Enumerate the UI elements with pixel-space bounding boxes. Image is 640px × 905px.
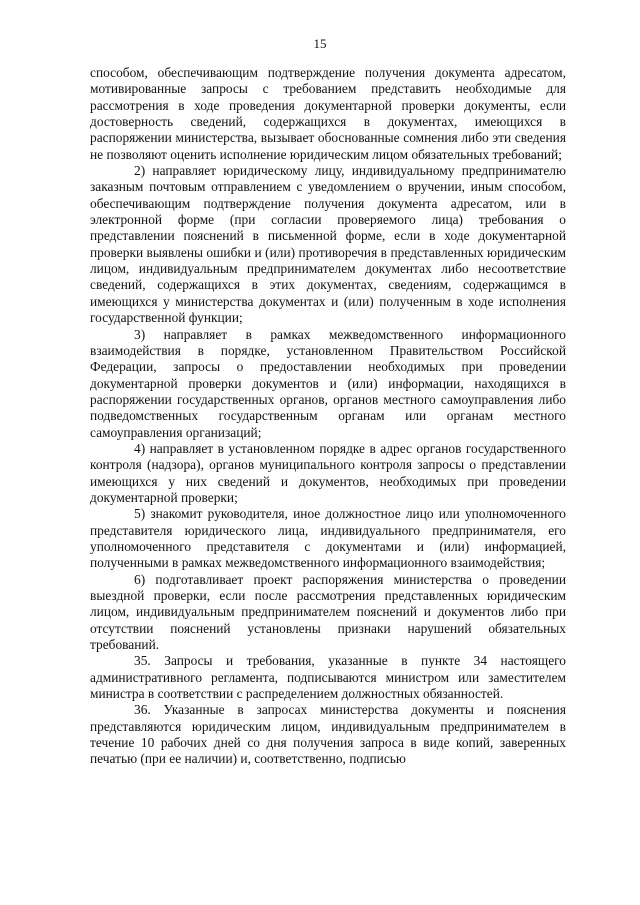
paragraph-item-3: 3) направляет в рамках межведомственного информационного взаимодействия в порядке, установленном Правительством Российской Федерации, запросы о предоставлении необходимых при проведении документарной проверки документов и (или) информации, находящихся в распоряжении государственных органов, органов местного самоуправления либо подведомственных государственным органам или органам местного самоуправления организаций; xyxy=(90,326,566,440)
paragraph-clause-35: 35. Запросы и требования, указанные в пункте 34 настоящего административного регламента, подписываются министром или заместителем министра в соответствии с распределением должностных обязанностей. xyxy=(90,653,566,702)
paragraph-clause-36: 36. Указанные в запросах министерства документы и пояснения представляются юридическим лицом, индивидуальным предпринимателем в течение 10 рабочих дней со дня получения запроса в виде копий, заверенных печатью (при ее наличии) и, соответственно, подписью xyxy=(90,702,566,767)
paragraph-continuation: способом, обеспечивающим подтверждение получения документа адресатом, мотивированные запросы с требованием представить необходимые для рассмотрения в ходе проведения документарной проверки документы, если достоверность сведений, содержащихся в документах, имеющихся в распоряжении министерства, вызывает обоснованные сомнения либо эти сведения не позволяют оценить исполнение юридическим лицом обязательных требований; xyxy=(90,65,566,162)
paragraph-item-6: 6) подготавливает проект распоряжения министерства о проведении выездной проверки, если после рассмотрения представленных юридическим лицом, индивидуальным предпринимателем пояснений и документов либо при отсутствии пояснений установлены признаки нарушений обязательных требований. xyxy=(90,571,566,653)
paragraph-item-4: 4) направляет в установленном порядке в адрес органов государственного контроля (надзора), органов муниципального контроля запросы о представлении имеющихся у них сведений и документов, необходимых при проведении документарной проверки; xyxy=(90,440,566,505)
document-body xyxy=(90,65,566,768)
page-number: 15 xyxy=(313,36,327,51)
paragraph-item-5: 5) знакомит руководителя, иное должностное лицо или уполномоченного представителя юридического лица, индивидуального предпринимателя, его уполномоченного представителя с документами и (или) информацией, полученными в рамках межведомственного информационного взаимодействия; xyxy=(90,506,566,571)
paragraph-item-2: 2) направляет юридическому лицу, индивидуальному предпринимателю заказным почтовым отправлением с уведомлением о вручении, иным способом, обеспечивающим подтверждение получения документа адресатом, или в электронной форме (при согласии проверяемого лица) требования о представлении пояснений в письменной форме, если в ходе документарной проверки выявлены ошибки и (или) противоречия в представленных юридическим лицом, индивидуальным предпринимателем документах либо несоответствие сведений, содержащихся в этих документах, сведениям, содержащимся в имеющихся у министерства документах и (или) полученным в ходе исполнения государственной функции; xyxy=(90,163,566,326)
